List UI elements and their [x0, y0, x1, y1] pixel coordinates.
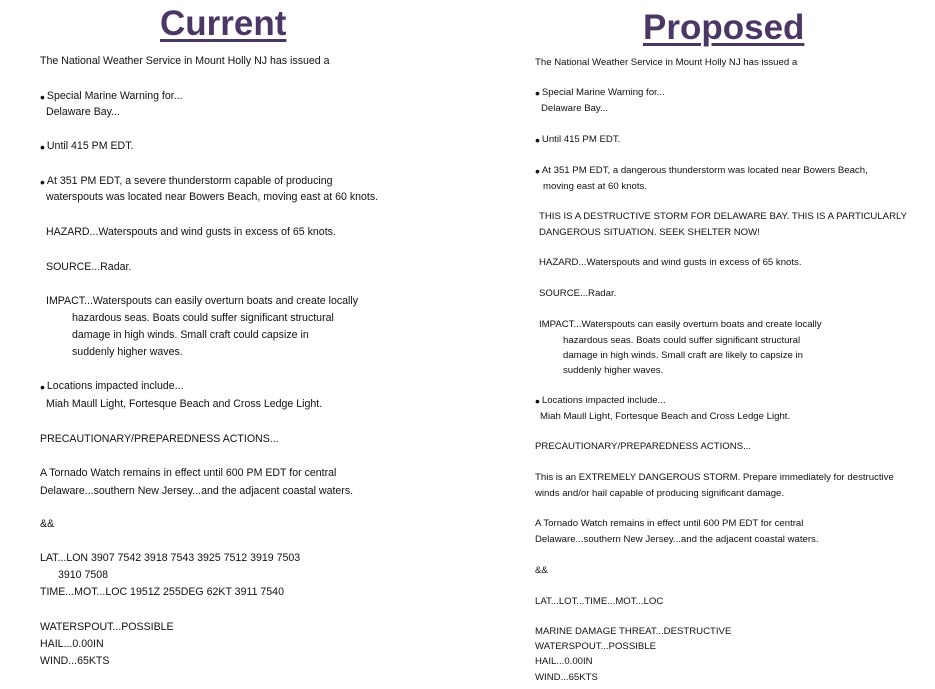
proposed-line [539, 288, 616, 299]
current-line-text: A Tornado Watch remains in effect until 600 PM EDT for central [40, 467, 337, 479]
proposed-line [535, 565, 548, 576]
current-line-text: Until 415 PM EDT. [46, 140, 134, 152]
proposed-line [535, 518, 803, 529]
proposed-line [535, 596, 663, 607]
current-line-text: Special Marine Warning for... [46, 90, 183, 102]
current-line-text: PRECAUTIONARY/PREPAREDNESS ACTIONS... [40, 433, 279, 445]
proposed-line-text: HAIL...0.00IN [535, 656, 593, 667]
proposed-line-text: Miah Maull Light, Fortesque Beach and Cross Ledge Light. [540, 411, 791, 422]
proposed-line-text: Delaware...southern New Jersey...and the adjacent coastal waters. [535, 534, 819, 545]
current-line-text: The National Weather Service in Mount Holly NJ has issued a [40, 55, 330, 67]
current-line-text: TIME...MOT...LOC 1951Z 255DEG 62KT 3911 7540 [40, 586, 284, 598]
proposed-line [535, 163, 868, 179]
current-line-text: WIND...65KTS [40, 655, 110, 667]
proposed-line [540, 411, 790, 422]
proposed-heading: Proposed [643, 8, 805, 47]
proposed-line-text: WATERSPOUT...POSSIBLE [535, 641, 657, 652]
proposed-line [535, 672, 598, 683]
current-line-text: IMPACT...Waterspouts can easily overturn boats and create locally [46, 295, 359, 307]
proposed-line [539, 227, 760, 238]
proposed-line-text: At 351 PM EDT, a dangerous thunderstorm was located near Bowers Beach, [541, 165, 868, 176]
proposed-line-text: MARINE DAMAGE THREAT...DESTRUCTIVE [535, 626, 732, 637]
bullet-marker: • [40, 379, 45, 395]
current-line-text: hazardous seas. Boats could suffer significant structural [72, 312, 334, 324]
current-line-text: HAIL...0.00IN [40, 638, 104, 650]
proposed-line-text: DANGEROUS SITUATION. SEEK SHELTER NOW! [539, 227, 760, 238]
proposed-line-text: && [535, 565, 548, 576]
bullet-marker: • [535, 393, 540, 409]
proposed-line [535, 441, 751, 452]
proposed-line [535, 488, 784, 499]
proposed-line [543, 181, 647, 192]
current-line-text: && [40, 518, 55, 530]
bullet-marker: • [40, 139, 45, 155]
proposed-line-text: HAZARD...Waterspouts and wind gusts in excess of 65 knots. [539, 257, 802, 268]
bullet-marker: • [535, 132, 540, 148]
proposed-line [535, 57, 797, 68]
proposed-line [539, 211, 907, 222]
proposed-line [539, 257, 802, 268]
proposed-line [535, 534, 819, 545]
bullet-marker: • [40, 174, 45, 190]
proposed-line-text: THIS IS A DESTRUCTIVE STORM FOR DELAWARE BAY. THIS IS A PARTICULARLY [539, 211, 908, 222]
current-line-text: 3910 7508 [58, 569, 109, 581]
bullet-marker: • [40, 89, 45, 105]
proposed-line [535, 472, 894, 483]
proposed-line-text: Delaware Bay... [541, 103, 609, 114]
proposed-line-text: Until 415 PM EDT. [541, 134, 621, 145]
current-line-text: damage in high winds. Small craft could capsize in [72, 329, 309, 341]
proposed-line-text: hazardous seas. Boats could suffer significant structural [563, 335, 801, 346]
proposed-line [541, 103, 608, 114]
proposed-line-text: LAT...LOT...TIME...MOT...LOC [535, 596, 664, 607]
proposed-line-text: PRECAUTIONARY/PREPAREDNESS ACTIONS... [535, 441, 752, 452]
current-line-text: Miah Maull Light, Fortesque Beach and Cross Ledge Light. [46, 398, 323, 410]
proposed-line [535, 132, 621, 148]
current-line-text: Locations impacted include... [46, 380, 184, 392]
bullet-marker: • [535, 85, 540, 101]
current-line-text: Delaware...southern New Jersey...and the adjacent coastal waters. [40, 485, 354, 497]
proposed-line-text: moving east at 60 knots. [543, 181, 647, 192]
proposed-line [563, 335, 800, 346]
proposed-line [563, 365, 663, 376]
proposed-line-text: IMPACT...Waterspouts can easily overturn boats and create locally [539, 319, 822, 330]
current-line-text: waterspouts was located near Bowers Beach, moving east at 60 knots. [46, 191, 379, 203]
proposed-line-text: suddenly higher waves. [563, 365, 664, 376]
current-line-text: At 351 PM EDT, a severe thunderstorm capable of producing [46, 175, 333, 187]
proposed-line [535, 656, 593, 667]
proposed-line [535, 641, 656, 652]
current-line-text: WATERSPOUT...POSSIBLE [40, 621, 174, 633]
current-line-text: SOURCE...Radar. [46, 261, 132, 273]
proposed-line-text: SOURCE...Radar. [539, 288, 617, 299]
bullet-marker: • [535, 163, 540, 179]
current-line-text: suddenly higher waves. [72, 346, 183, 358]
proposed-line [563, 350, 803, 361]
proposed-line-text: Locations impacted include... [541, 395, 666, 406]
proposed-line-text: A Tornado Watch remains in effect until 600 PM EDT for central [535, 518, 804, 529]
proposed-line-text: winds and/or hail capable of producing significant damage. [535, 488, 785, 499]
proposed-line-text: WIND...65KTS [535, 672, 598, 683]
proposed-line [535, 393, 666, 409]
proposed-line-text: Special Marine Warning for... [541, 87, 665, 98]
current-heading: Current [160, 4, 287, 43]
current-line-text: HAZARD...Waterspouts and wind gusts in excess of 65 knots. [46, 226, 336, 238]
proposed-line-text: damage in high winds. Small craft are likely to capsize in [563, 350, 803, 361]
proposed-line-text: This is an EXTREMELY DANGEROUS STORM. Prepare immediately for destructive [535, 472, 894, 483]
proposed-line [535, 85, 665, 101]
proposed-line-text: The National Weather Service in Mount Holly NJ has issued a [535, 57, 798, 68]
current-line-text: Delaware Bay... [46, 106, 120, 118]
proposed-line [535, 626, 731, 637]
current-line-text: LAT...LON 3907 7542 3918 7543 3925 7512 3919 7503 [40, 552, 301, 564]
proposed-line [539, 319, 822, 330]
